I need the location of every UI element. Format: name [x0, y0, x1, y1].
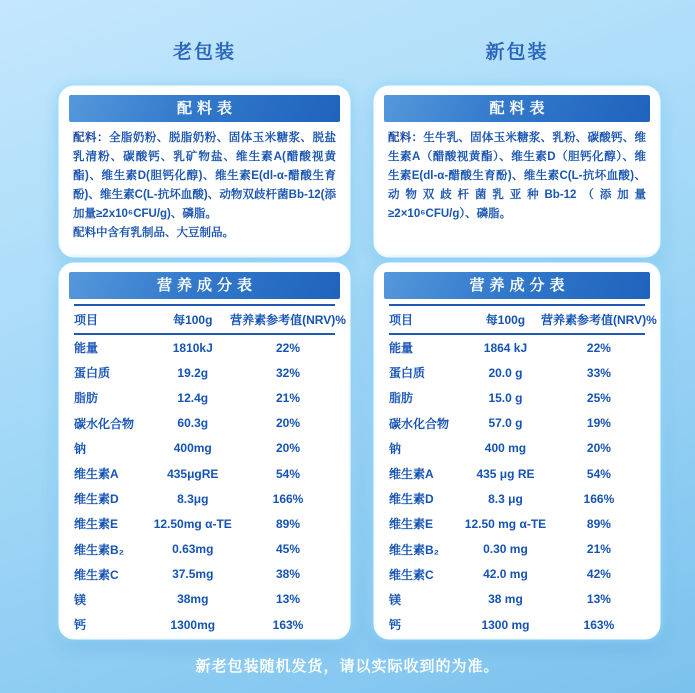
nutrition-row: [74, 612, 335, 637]
nutrient-nrv: 21%: [275, 390, 301, 405]
old-package-title: 老包装: [172, 42, 236, 63]
nutrition-row: [389, 360, 645, 385]
nutrition-row: [389, 612, 645, 637]
nutrient-nrv: 13%: [275, 592, 301, 607]
nutrition-row: [389, 335, 645, 360]
allergen-note: 配料中含有乳制品、大豆制品。: [73, 227, 234, 239]
nutrition-row: [74, 486, 335, 511]
nutrient-nrv: 22%: [586, 340, 611, 355]
nutrient-amount: 435 μg RE: [476, 466, 535, 481]
nutrient-amount: 15.0 g: [488, 390, 523, 405]
nutrition-table-header-row: [74, 304, 346, 335]
nutrient-name: 脂肪: [74, 391, 99, 406]
old-nutrition-header: 营养成分表: [69, 272, 340, 299]
nutrient-nrv: 54%: [586, 466, 611, 481]
nutrient-name: 维生素A: [389, 467, 434, 482]
old-ingredients-paragraph: [73, 129, 336, 224]
nutrient-name: 维生素B₂: [389, 542, 439, 557]
nutrition-row: [74, 537, 335, 562]
nutrition-row: [74, 360, 335, 385]
nutrient-name: 碳水化合物: [389, 416, 450, 431]
old-package-column: [61, 40, 348, 637]
nutrient-amount: 57.0 g: [488, 416, 523, 431]
nutrition-row: [389, 385, 645, 410]
nutrition-row: [74, 411, 335, 436]
nutrient-amount: 8.3 μg: [488, 491, 523, 506]
nutrient-amount: 435μgRE: [167, 466, 219, 481]
nutrient-name: 镁: [74, 592, 87, 607]
old-ingredients-header: 配料表: [69, 95, 340, 122]
nutrient-nrv: 166%: [272, 491, 304, 506]
nutrient-amount: 0.63mg: [172, 542, 214, 557]
nutrient-nrv: 33%: [586, 365, 611, 380]
old-ingredients-panel: [61, 88, 348, 255]
new-ingredients-panel: [376, 88, 658, 255]
ingredients-list-text: 生牛乳、固体玉米糖浆、乳粉、碳酸钙、维生素A（醋酸视黄酯）、维生素D（胆钙化醇）、维生素E(dl-α-醋酸生育酚)、维生素C(L-抗坏血酸)、动物双歧杆菌乳亚种Bb-12（添加量≥2×10⁶CFU/g）、磷脂。: [388, 132, 647, 220]
column-header-item: 项目: [74, 313, 99, 327]
nutrition-row: [389, 537, 645, 562]
nutrition-row: [389, 436, 645, 461]
ingredients-label: 配料：: [388, 132, 424, 144]
nutrient-name: 维生素C: [74, 567, 119, 582]
nutrient-nrv: 20%: [275, 441, 301, 456]
new-nutrition-rows: [389, 335, 645, 637]
nutrient-amount: 0.30 mg: [483, 542, 528, 557]
nutrition-row: [74, 562, 335, 587]
column-header-nrv: 营养素参考值(NRV)%: [230, 313, 346, 327]
nutrient-nrv: 163%: [272, 617, 304, 632]
new-ingredients-paragraph: [388, 129, 646, 224]
nutrient-nrv: 25%: [586, 390, 611, 405]
nutrient-name: 蛋白质: [389, 366, 426, 381]
nutrient-name: 钠: [74, 441, 87, 456]
nutrition-row: [74, 436, 335, 461]
nutrient-name: 维生素A: [74, 467, 119, 482]
new-ingredients-body: [376, 122, 658, 224]
nutrient-nrv: 21%: [586, 542, 611, 557]
nutrition-row: [389, 486, 645, 511]
nutrient-name: 维生素E: [389, 517, 434, 532]
nutrient-nrv: 42%: [586, 567, 611, 582]
old-nutrition-table: [74, 304, 346, 637]
new-nutrition-header: 营养成分表: [384, 272, 650, 299]
old-nutrition-rows: [74, 335, 335, 637]
nutrient-amount: 20.0 g: [488, 365, 523, 380]
nutrient-nrv: 20%: [586, 441, 611, 456]
ingredients-list-text: 全脂奶粉、脱脂奶粉、固体玉米糖浆、脱盐乳清粉、碳酸钙、乳矿物盐、维生素A(醋酸视黄酯)、维生素D(胆钙化醇)、维生素E(dl-α-醋酸生育酚)、维生素C(L-抗坏血酸)、动物双歧杆菌Bb-12(添加量≥2x10⁶CFU/g)、磷脂。: [73, 132, 337, 220]
nutrient-name: 钠: [389, 441, 402, 456]
nutrition-row: [74, 461, 335, 486]
nutrient-name: 蛋白质: [74, 366, 111, 381]
nutrient-nrv: 163%: [583, 617, 615, 632]
nutrient-name: 钙: [74, 618, 87, 633]
nutrient-name: 能量: [74, 341, 99, 356]
nutrient-nrv: 54%: [275, 466, 301, 481]
nutrient-name: 钙: [389, 618, 402, 633]
new-package-column: [376, 40, 658, 637]
nutrient-nrv: 20%: [275, 416, 301, 431]
nutrient-name: 脂肪: [389, 391, 414, 406]
nutrient-nrv: 19%: [586, 416, 611, 431]
nutrient-amount: 60.3g: [177, 416, 209, 431]
nutrition-row: [389, 461, 645, 486]
nutrient-amount: 38 mg: [488, 592, 523, 607]
nutrition-row: [74, 511, 335, 536]
nutrient-nrv: 45%: [275, 542, 301, 557]
ingredients-label: 配料：: [73, 132, 109, 144]
nutrient-name: 维生素B₂: [74, 542, 124, 557]
nutrient-nrv: 166%: [583, 491, 615, 506]
nutrition-row: [74, 335, 335, 360]
nutrition-row: [389, 511, 645, 536]
nutrient-amount: 1300 mg: [481, 617, 530, 632]
nutrition-row: [389, 587, 645, 612]
nutrient-amount: 8.3μg: [177, 491, 209, 506]
shipping-disclaimer: 新老包装随机发货，请以实际收到的为准。: [195, 658, 500, 675]
nutrient-name: 维生素E: [74, 517, 119, 532]
nutrient-amount: 42.0 mg: [483, 567, 528, 582]
column-header-nrv: 营养素参考值(NRV)%: [541, 313, 657, 327]
nutrient-name: 能量: [389, 341, 414, 356]
nutrient-amount: 1300mg: [170, 617, 216, 632]
nutrient-nrv: 89%: [586, 516, 611, 531]
old-ingredients-body: [61, 122, 348, 243]
nutrition-row: [74, 587, 335, 612]
nutrition-table-header-row: [389, 304, 657, 335]
column-header-per100g: 每100g: [173, 313, 213, 327]
nutrient-name: 维生素D: [389, 492, 434, 507]
nutrient-nrv: 22%: [275, 340, 301, 355]
nutrient-amount: 400 mg: [484, 441, 527, 456]
nutrient-nrv: 13%: [586, 592, 611, 607]
column-header-item: 项目: [389, 313, 414, 327]
new-package-title: 新包装: [485, 42, 549, 63]
nutrient-amount: 37.5mg: [172, 567, 214, 582]
nutrient-name: 维生素C: [389, 567, 434, 582]
new-ingredients-header: 配料表: [384, 95, 650, 122]
nutrition-row: [389, 411, 645, 436]
old-nutrition-panel: [61, 265, 348, 637]
column-header-per100g: 每100g: [485, 313, 526, 327]
nutrient-nrv: 38%: [275, 567, 301, 582]
nutrient-amount: 12.50mg α-TE: [153, 516, 232, 531]
nutrient-name: 镁: [389, 592, 402, 607]
nutrient-amount: 19.2g: [177, 365, 209, 380]
nutrition-row: [74, 385, 335, 410]
nutrient-name: 维生素D: [74, 492, 119, 507]
nutrition-row: [389, 562, 645, 587]
nutrient-amount: 1864 kJ: [483, 340, 528, 355]
nutrient-nrv: 32%: [275, 365, 301, 380]
nutrient-amount: 12.4g: [177, 390, 209, 405]
nutrient-amount: 12.50 mg α-TE: [464, 516, 547, 531]
nutrient-amount: 1810kJ: [172, 340, 213, 355]
nutrient-amount: 38mg: [177, 592, 209, 607]
nutrient-nrv: 89%: [275, 516, 301, 531]
new-nutrition-panel: [376, 265, 658, 637]
nutrient-amount: 400mg: [173, 441, 212, 456]
nutrient-name: 碳水化合物: [74, 416, 135, 431]
new-nutrition-table: [389, 304, 657, 637]
